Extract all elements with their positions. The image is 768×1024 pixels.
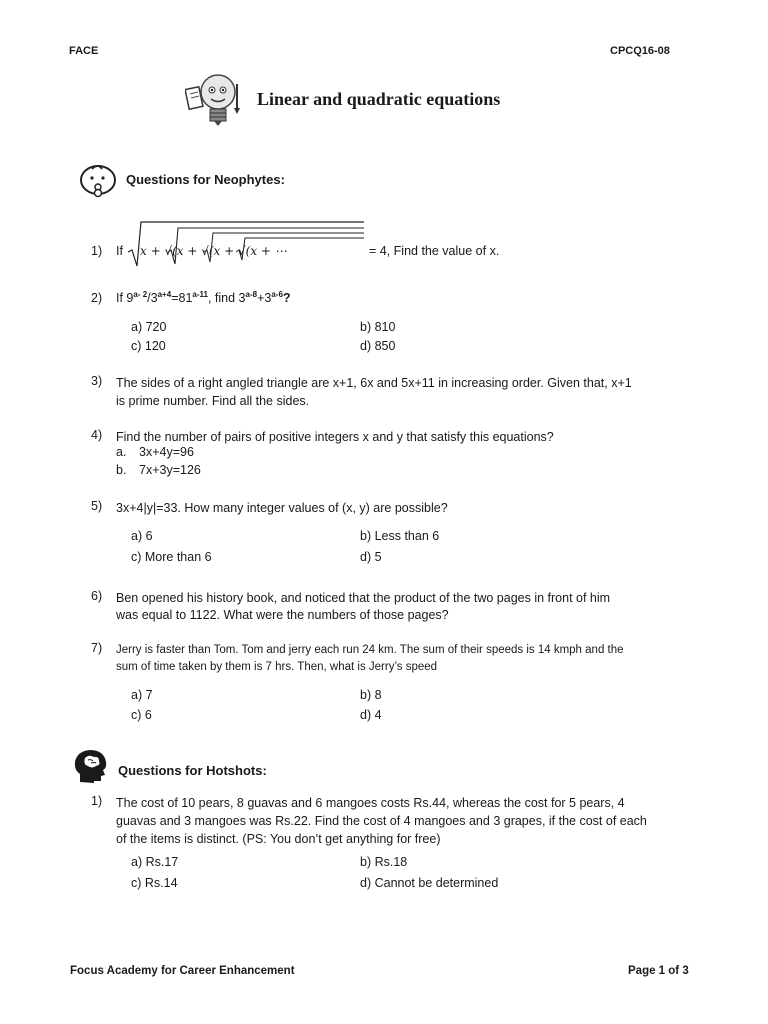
option-a: a) Rs.17 (131, 855, 179, 869)
header-left: FACE (69, 45, 99, 57)
option-b: b) Rs.18 (360, 855, 408, 869)
option-d: d) 5 (360, 550, 382, 564)
q3-line-2: is prime number. Find all the sides. (116, 394, 310, 408)
question-number: 3) (91, 374, 103, 388)
q4-sub-text: 3x+4y=96 (139, 445, 194, 459)
q4-sub-label: b. (116, 463, 127, 477)
h1-line-2: guavas and 3 mangoes was Rs.22. Find the cost of 4 mangoes and 3 grapes, if the cost of each (116, 814, 647, 828)
option-a: a) 7 (131, 688, 153, 702)
bulb-mascot-icon (185, 70, 247, 136)
question-number: 7) (91, 641, 103, 655)
question-number: 4) (91, 428, 103, 442)
q7-line-1: Jerry is faster than Tom. Tom and jerry each run 24 km. The sum of their speeds is 14 kmph and the (116, 644, 624, 656)
option-d: d) Cannot be determined (360, 876, 499, 890)
option-d: d) 850 (360, 339, 396, 353)
option-c: c) 120 (131, 339, 166, 353)
q6-line-1: Ben opened his history book, and noticed that the product of the two pages in front of him (116, 591, 611, 605)
q4-text: Find the number of pairs of positive integers x and y that satisfy this equations? (116, 430, 554, 444)
page-title: Linear and quadratic equations (257, 89, 501, 109)
option-c: c) 6 (131, 708, 152, 722)
option-a: a) 720 (131, 320, 167, 334)
footer-left: Focus Academy for Career Enhancement (70, 965, 295, 977)
question-number: 1) (91, 794, 103, 808)
option-c: c) Rs.14 (131, 876, 178, 890)
option-b: b) 810 (360, 320, 396, 334)
footer-page-number: Page 1 of 3 (628, 965, 689, 977)
q1-suffix: = 4, Find the value of x. (369, 244, 500, 258)
q4-sub-text: 7x+3y=126 (139, 463, 201, 477)
nested-radical-text: x + √(x + √(x + √(x + ⋯ (140, 244, 287, 258)
question-number: 6) (91, 589, 103, 603)
q2-text: If $9^{a- 2}/3^{a+4}=81^{a-11}$, find $3^{a-8}+3^{a-6}$? (116, 289, 291, 305)
question-number: 5) (91, 499, 103, 513)
h1-line-3: of the items is distinct. (PS: You don’t get anything for free) (116, 832, 441, 846)
option-a: a) 6 (131, 529, 153, 543)
h1-line-1: The cost of 10 pears, 8 guavas and 6 mangoes costs Rs.44, whereas the cost for 5 pears, 4 (116, 796, 625, 810)
q7-line-2: sum of time taken by them is 7 hrs. Then, what is Jerry’s speed (116, 661, 438, 673)
baby-face-icon (78, 161, 122, 199)
option-d: d) 4 (360, 708, 382, 722)
brain-head-icon (72, 748, 110, 784)
option-c: c) More than 6 (131, 550, 212, 564)
nested-radical-expression (126, 218, 366, 268)
hotshots-section-title: Questions for Hotshots: (118, 763, 267, 778)
question-number: 2) (91, 291, 103, 305)
header-right: CPCQ16-08 (610, 45, 670, 57)
neophytes-section-title: Questions for Neophytes: (126, 172, 285, 187)
option-b: b) Less than 6 (360, 529, 440, 543)
q4-sub-label: a. (116, 445, 127, 459)
option-b: b) 8 (360, 688, 382, 702)
q3-line-1: The sides of a right angled triangle are x+1, 6x and 5x+11 in increasing order. Given that, x+1 (116, 376, 632, 390)
q1-prefix: If (116, 244, 123, 258)
question-number: 1) (91, 244, 103, 258)
q6-line-2: was equal to 1122. What were the numbers of those pages? (116, 608, 449, 622)
q5-text: 3x+4|y|=33. How many integer values of (x, y) are possible? (116, 501, 448, 515)
